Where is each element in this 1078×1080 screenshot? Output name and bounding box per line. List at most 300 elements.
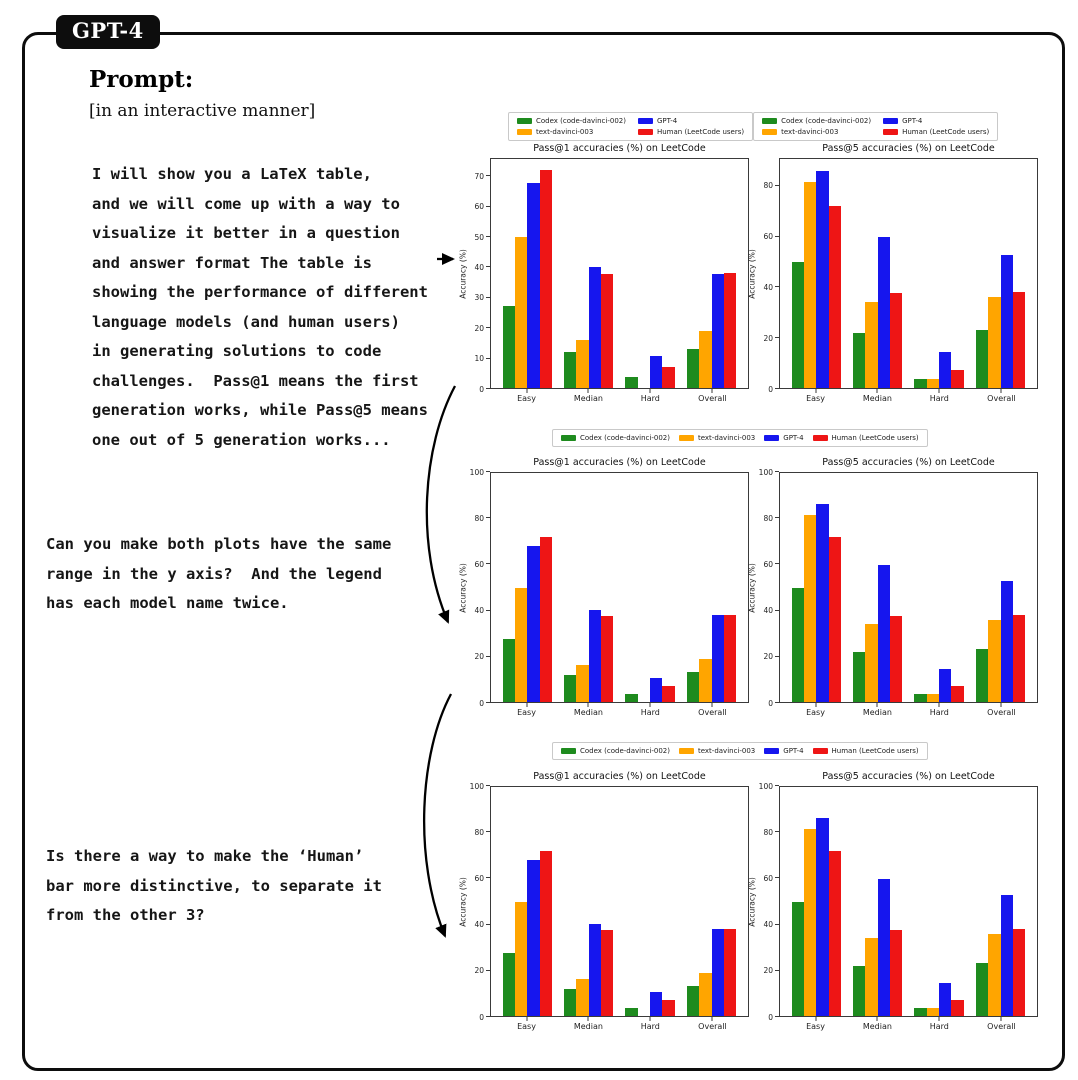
bar-green-easy: [503, 306, 515, 388]
bar-green-hard: [625, 694, 637, 702]
legend-row-2: [552, 429, 928, 447]
y-tick-label: 60: [763, 559, 773, 569]
y-tick-label: 100: [469, 467, 484, 477]
bar-green-hard: [914, 1008, 926, 1016]
bar-orange-median: [576, 340, 588, 388]
bar-red-easy: [540, 170, 552, 388]
prompt-text-line: Is there a way to make the ‘Human’: [46, 847, 364, 865]
y-tick-mark: [775, 785, 779, 786]
legend-entry: [762, 128, 871, 136]
bar-red-overall: [724, 615, 736, 702]
legend-swatch-orange: [517, 129, 532, 135]
x-tick-label: Overall: [698, 708, 727, 717]
x-tick-label: Median: [573, 708, 603, 717]
bar-red-hard: [662, 367, 674, 388]
y-tick-label: 20: [763, 652, 773, 662]
bar-green-median: [564, 675, 576, 702]
prompt-text-line: and we will come up with a way to: [92, 194, 400, 213]
bar-red-overall: [1013, 292, 1025, 388]
y-tick-mark: [486, 610, 490, 611]
x-tick-label: Hard: [929, 1022, 949, 1031]
x-tick-mark: [650, 389, 651, 393]
y-tick-label: 30: [474, 293, 484, 303]
y-tick-label: 20: [474, 966, 484, 976]
legend-label: Human (LeetCode users): [656, 128, 745, 136]
y-tick-mark: [775, 337, 779, 338]
bar-orange-hard: [927, 694, 939, 702]
prompt-text-line: generation works, while Pass@5 means: [92, 401, 428, 419]
bar-green-easy: [503, 639, 515, 702]
prompt-text-line: one out of 5 generation works...: [92, 430, 391, 449]
legend-entry: [517, 128, 626, 136]
x-tick-mark: [712, 703, 713, 707]
bar-orange-overall: [699, 331, 711, 388]
bar-red-median: [890, 293, 902, 388]
chart-pass5-v1: [747, 143, 1038, 403]
bar-red-median: [601, 616, 613, 702]
bar-red-median: [601, 274, 613, 388]
bar-green-median: [564, 989, 576, 1016]
bar-green-overall: [687, 349, 699, 388]
chart-title: Pass@5 accuracies (%) on LeetCode: [822, 143, 995, 154]
prompt-text-line: challenges. Pass@1 means the first: [92, 371, 419, 390]
y-tick-label: 40: [763, 282, 773, 292]
legend-entry: [679, 434, 755, 442]
legend-swatch-orange: [679, 435, 694, 441]
chart-title: Pass@1 accuracies (%) on LeetCode: [533, 771, 706, 782]
y-tick-mark: [775, 563, 779, 564]
bar-blue-overall: [712, 274, 724, 389]
bar-red-median: [601, 930, 613, 1016]
bar-blue-overall: [1001, 895, 1013, 1016]
y-tick-mark: [486, 206, 490, 207]
legend-label: text-davinci-003: [781, 128, 839, 136]
y-tick-label: 80: [474, 827, 484, 837]
legend-label: Codex (code-davinci-002): [580, 747, 670, 755]
bar-blue-median: [878, 237, 890, 388]
bar-green-overall: [687, 672, 699, 702]
legend-label: GPT-4: [783, 747, 804, 755]
bar-green-easy: [792, 588, 804, 703]
y-tick-mark: [775, 702, 779, 703]
bar-green-median: [853, 966, 865, 1016]
y-tick-mark: [486, 785, 490, 786]
x-tick-label: Easy: [517, 708, 536, 717]
bar-orange-median: [865, 624, 877, 702]
x-tick-mark: [712, 389, 713, 393]
bar-orange-easy: [515, 237, 527, 388]
x-tick-mark: [815, 703, 816, 707]
legend-entry: [764, 434, 803, 442]
x-tick-label: Overall: [698, 394, 727, 403]
legend-label: text-davinci-003: [697, 434, 756, 442]
y-tick-label: 80: [474, 513, 484, 523]
bar-blue-easy: [816, 818, 828, 1016]
bar-green-overall: [976, 963, 988, 1016]
bar-blue-easy: [816, 504, 828, 702]
bar-green-easy: [792, 262, 804, 388]
y-tick-label: 0: [768, 698, 773, 708]
bar-green-median: [853, 333, 865, 388]
bar-red-median: [890, 930, 902, 1016]
y-tick-label: 20: [474, 323, 484, 333]
bar-orange-overall: [699, 973, 711, 1017]
bar-blue-easy: [527, 546, 539, 702]
bar-orange-overall: [988, 620, 1000, 702]
y-tick-mark: [486, 563, 490, 564]
chart-pass1-v1: [458, 143, 749, 403]
bar-green-median: [564, 352, 576, 388]
x-tick-mark: [712, 1017, 713, 1021]
chart-pass1-v2: [458, 457, 749, 717]
y-tick-label: 40: [763, 605, 773, 615]
legend-entry: [517, 117, 626, 125]
bar-green-hard: [625, 377, 637, 388]
bar-green-overall: [976, 330, 988, 388]
y-tick-label: 60: [763, 873, 773, 883]
legend-swatch-blue: [764, 435, 779, 441]
bar-red-overall: [1013, 615, 1025, 702]
chart-pass1-v3: [458, 771, 749, 1031]
legend-swatch-green: [561, 748, 576, 754]
legend-label: Human (LeetCode users): [831, 434, 919, 442]
prompt-text-line: visualize it better in a question: [92, 224, 400, 242]
prompt-text-line: in generating solutions to code: [92, 342, 382, 360]
prompt-message-3: [46, 842, 382, 931]
prompt-text-line: Can you make both plots have the same: [46, 535, 392, 553]
bar-red-easy: [829, 851, 841, 1016]
prompt-text-line: has each model name twice.: [46, 594, 289, 612]
y-tick-mark: [486, 877, 490, 878]
bar-blue-median: [589, 610, 601, 702]
x-tick-label: Overall: [698, 1022, 727, 1031]
chart-pass5-v2: [747, 457, 1038, 717]
y-axis-label: Accuracy (%): [747, 248, 757, 299]
y-tick-mark: [775, 471, 779, 472]
x-tick-mark: [588, 389, 589, 393]
bar-red-overall: [724, 273, 736, 388]
legend-swatch-blue: [764, 748, 779, 754]
x-tick-mark: [588, 1017, 589, 1021]
y-tick-label: 0: [479, 1012, 484, 1022]
bar-green-hard: [914, 694, 926, 702]
x-tick-label: Overall: [987, 1022, 1016, 1031]
y-tick-label: 60: [763, 231, 773, 241]
bar-red-hard: [951, 686, 963, 702]
x-tick-label: Easy: [517, 394, 536, 403]
legend-row-1: [508, 112, 998, 141]
bar-orange-easy: [804, 182, 816, 388]
x-tick-mark: [588, 703, 589, 707]
legend-entry: [638, 128, 744, 136]
y-axis-label: Accuracy (%): [458, 876, 468, 927]
bar-orange-median: [865, 302, 877, 388]
interactive-note: [in an interactive manner]: [89, 101, 316, 121]
y-tick-label: 60: [474, 201, 484, 211]
legend-entry: [813, 434, 919, 442]
y-tick-label: 80: [763, 827, 773, 837]
x-tick-mark: [815, 1017, 816, 1021]
prompt-text-line: I will show you a LaTeX table,: [92, 165, 372, 183]
bar-green-overall: [976, 649, 988, 702]
x-tick-label: Overall: [987, 708, 1016, 717]
legend-label: GPT-4: [902, 117, 923, 125]
prompt-text-line: and answer format The table is: [92, 253, 372, 272]
y-tick-mark: [775, 517, 779, 518]
bar-red-overall: [1013, 929, 1025, 1016]
y-tick-mark: [775, 610, 779, 611]
y-tick-mark: [486, 236, 490, 237]
bar-red-overall: [724, 929, 736, 1016]
prompt-text-line: from the other 3?: [46, 906, 205, 924]
x-tick-mark: [526, 389, 527, 393]
legend-swatch-red: [638, 129, 653, 135]
legend-swatch-orange: [679, 748, 694, 754]
bar-green-hard: [914, 379, 926, 388]
legend-swatch-red: [883, 129, 898, 135]
bar-orange-overall: [988, 934, 1000, 1016]
y-tick-mark: [775, 924, 779, 925]
bar-red-easy: [540, 537, 552, 702]
y-tick-label: 20: [474, 652, 484, 662]
bar-red-easy: [829, 206, 841, 388]
bar-orange-median: [576, 665, 588, 702]
bar-blue-overall: [1001, 255, 1013, 388]
x-tick-mark: [1001, 703, 1002, 707]
y-tick-mark: [486, 297, 490, 298]
plot-area: [779, 786, 1038, 1017]
y-tick-mark: [486, 388, 490, 389]
legend-label: Codex (code-davinci-002): [580, 434, 670, 442]
bar-blue-median: [589, 267, 601, 388]
y-tick-mark: [775, 656, 779, 657]
y-tick-mark: [775, 970, 779, 971]
bar-orange-easy: [515, 902, 527, 1017]
legend-entry: [679, 747, 755, 755]
y-tick-label: 10: [474, 353, 484, 363]
y-tick-mark: [486, 175, 490, 176]
bar-green-median: [853, 652, 865, 702]
x-tick-mark: [877, 703, 878, 707]
plot-area: [779, 158, 1038, 389]
y-tick-mark: [486, 327, 490, 328]
y-tick-mark: [486, 831, 490, 832]
legend-box: [753, 112, 998, 141]
y-tick-mark: [775, 831, 779, 832]
bar-orange-easy: [804, 829, 816, 1016]
bar-blue-median: [589, 924, 601, 1016]
y-tick-label: 80: [763, 513, 773, 523]
y-axis-label: Accuracy (%): [458, 562, 468, 613]
y-tick-mark: [486, 656, 490, 657]
legend-label: text-davinci-003: [697, 747, 756, 755]
x-tick-mark: [526, 703, 527, 707]
x-tick-mark: [526, 1017, 527, 1021]
plot-area: [779, 472, 1038, 703]
bar-green-overall: [687, 986, 699, 1016]
bar-red-hard: [951, 370, 963, 388]
prompt-text-line: bar more distinctive, to separate it: [46, 876, 382, 895]
plot-area: [490, 786, 749, 1017]
prompt-heading: Prompt:: [89, 66, 194, 93]
legend-swatch-green: [762, 118, 777, 124]
legend-swatch-red: [813, 748, 828, 754]
legend-entry: [813, 747, 919, 755]
y-tick-label: 60: [474, 873, 484, 883]
x-tick-mark: [939, 389, 940, 393]
bar-red-easy: [540, 851, 552, 1016]
y-tick-mark: [486, 517, 490, 518]
chart-title: Pass@1 accuracies (%) on LeetCode: [533, 143, 706, 154]
x-tick-label: Hard: [640, 394, 660, 403]
bar-blue-hard: [650, 356, 662, 388]
y-tick-mark: [775, 236, 779, 237]
x-tick-mark: [650, 1017, 651, 1021]
y-tick-mark: [486, 266, 490, 267]
legend-entry: [883, 117, 989, 125]
bar-blue-hard: [939, 669, 951, 702]
x-tick-mark: [939, 1017, 940, 1021]
bar-blue-overall: [712, 615, 724, 702]
legend-box: [508, 112, 753, 141]
y-tick-label: 40: [763, 919, 773, 929]
y-tick-label: 100: [758, 467, 773, 477]
y-tick-mark: [775, 388, 779, 389]
chart-pass5-v3: [747, 771, 1038, 1031]
x-tick-label: Easy: [806, 1022, 825, 1031]
bar-blue-hard: [939, 983, 951, 1016]
y-tick-mark: [486, 924, 490, 925]
y-tick-label: 0: [479, 698, 484, 708]
bar-red-hard: [951, 1000, 963, 1016]
bar-blue-overall: [712, 929, 724, 1016]
legend-entry: [561, 747, 670, 755]
y-tick-label: 40: [474, 262, 484, 272]
x-tick-label: Median: [862, 394, 892, 403]
legend-swatch-blue: [638, 118, 653, 124]
x-tick-label: Median: [573, 1022, 603, 1031]
y-tick-label: 0: [768, 1012, 773, 1022]
x-tick-label: Hard: [640, 708, 660, 717]
y-tick-label: 100: [469, 781, 484, 791]
bar-orange-overall: [988, 297, 1000, 388]
prompt-text-line: language models (and human users): [92, 312, 400, 331]
x-tick-mark: [815, 389, 816, 393]
x-tick-mark: [1001, 1017, 1002, 1021]
prompt-text-line: showing the performance of different: [92, 283, 428, 301]
bar-blue-overall: [1001, 581, 1013, 702]
y-tick-mark: [486, 1016, 490, 1017]
x-tick-mark: [877, 389, 878, 393]
legend-label: Codex (code-davinci-002): [536, 117, 626, 125]
legend-swatch-green: [517, 118, 532, 124]
legend-entry: [883, 128, 989, 136]
x-tick-label: Hard: [929, 708, 949, 717]
y-tick-label: 40: [474, 605, 484, 615]
y-tick-label: 0: [768, 384, 773, 394]
y-axis-label: Accuracy (%): [747, 562, 757, 613]
prompt-text-line: range in the y axis? And the legend: [46, 564, 382, 583]
legend-entry: [638, 117, 744, 125]
legend-swatch-blue: [883, 118, 898, 124]
y-tick-mark: [486, 970, 490, 971]
x-tick-mark: [650, 703, 651, 707]
y-tick-label: 20: [763, 333, 773, 343]
legend-entry: [762, 117, 871, 125]
y-tick-label: 80: [763, 181, 773, 191]
y-tick-mark: [775, 1016, 779, 1017]
legend-box: [552, 429, 928, 447]
bar-red-hard: [662, 686, 674, 702]
bar-red-hard: [662, 1000, 674, 1016]
legend-label: GPT-4: [783, 434, 804, 442]
x-tick-mark: [1001, 389, 1002, 393]
bar-orange-hard: [927, 379, 939, 388]
prompt-message-1: [92, 160, 428, 455]
y-tick-label: 50: [474, 232, 484, 242]
legend-entry: [561, 434, 670, 442]
x-tick-mark: [939, 703, 940, 707]
y-tick-mark: [775, 286, 779, 287]
chart-title: Pass@5 accuracies (%) on LeetCode: [822, 457, 995, 468]
prompt-message-2: [46, 530, 391, 619]
plot-area: [490, 472, 749, 703]
bar-blue-easy: [816, 171, 828, 388]
x-tick-label: Overall: [987, 394, 1016, 403]
bar-orange-easy: [515, 588, 527, 703]
bar-orange-overall: [699, 659, 711, 703]
bar-red-easy: [829, 537, 841, 702]
bar-orange-hard: [927, 1008, 939, 1016]
y-tick-mark: [486, 702, 490, 703]
bar-orange-median: [865, 938, 877, 1016]
bar-blue-median: [878, 565, 890, 702]
legend-box: [552, 742, 928, 760]
y-tick-label: 40: [474, 919, 484, 929]
y-tick-mark: [486, 358, 490, 359]
legend-swatch-red: [813, 435, 828, 441]
legend-label: GPT-4: [656, 117, 678, 125]
chart-title: Pass@5 accuracies (%) on LeetCode: [822, 771, 995, 782]
x-tick-label: Hard: [640, 1022, 660, 1031]
legend-label: Human (LeetCode users): [831, 747, 919, 755]
y-tick-mark: [775, 877, 779, 878]
y-tick-mark: [775, 185, 779, 186]
bar-blue-median: [878, 879, 890, 1016]
y-tick-label: 60: [474, 559, 484, 569]
x-tick-label: Easy: [517, 1022, 536, 1031]
bar-green-easy: [503, 953, 515, 1016]
legend-entry: [764, 747, 803, 755]
x-tick-label: Median: [573, 394, 603, 403]
y-tick-label: 20: [763, 966, 773, 976]
bar-orange-median: [576, 979, 588, 1016]
y-tick-label: 100: [758, 781, 773, 791]
legend-label: Human (LeetCode users): [902, 128, 990, 136]
legend-swatch-orange: [762, 129, 777, 135]
bar-green-easy: [792, 902, 804, 1017]
y-tick-label: 70: [474, 171, 484, 181]
legend-swatch-green: [561, 435, 576, 441]
bar-blue-hard: [939, 352, 951, 388]
x-tick-label: Median: [862, 708, 892, 717]
x-tick-label: Hard: [929, 394, 949, 403]
bar-blue-easy: [527, 860, 539, 1016]
y-tick-label: 0: [479, 384, 484, 394]
x-tick-mark: [877, 1017, 878, 1021]
legend-label: Codex (code-davinci-002): [781, 117, 872, 125]
legend-label: text-davinci-003: [536, 128, 594, 136]
